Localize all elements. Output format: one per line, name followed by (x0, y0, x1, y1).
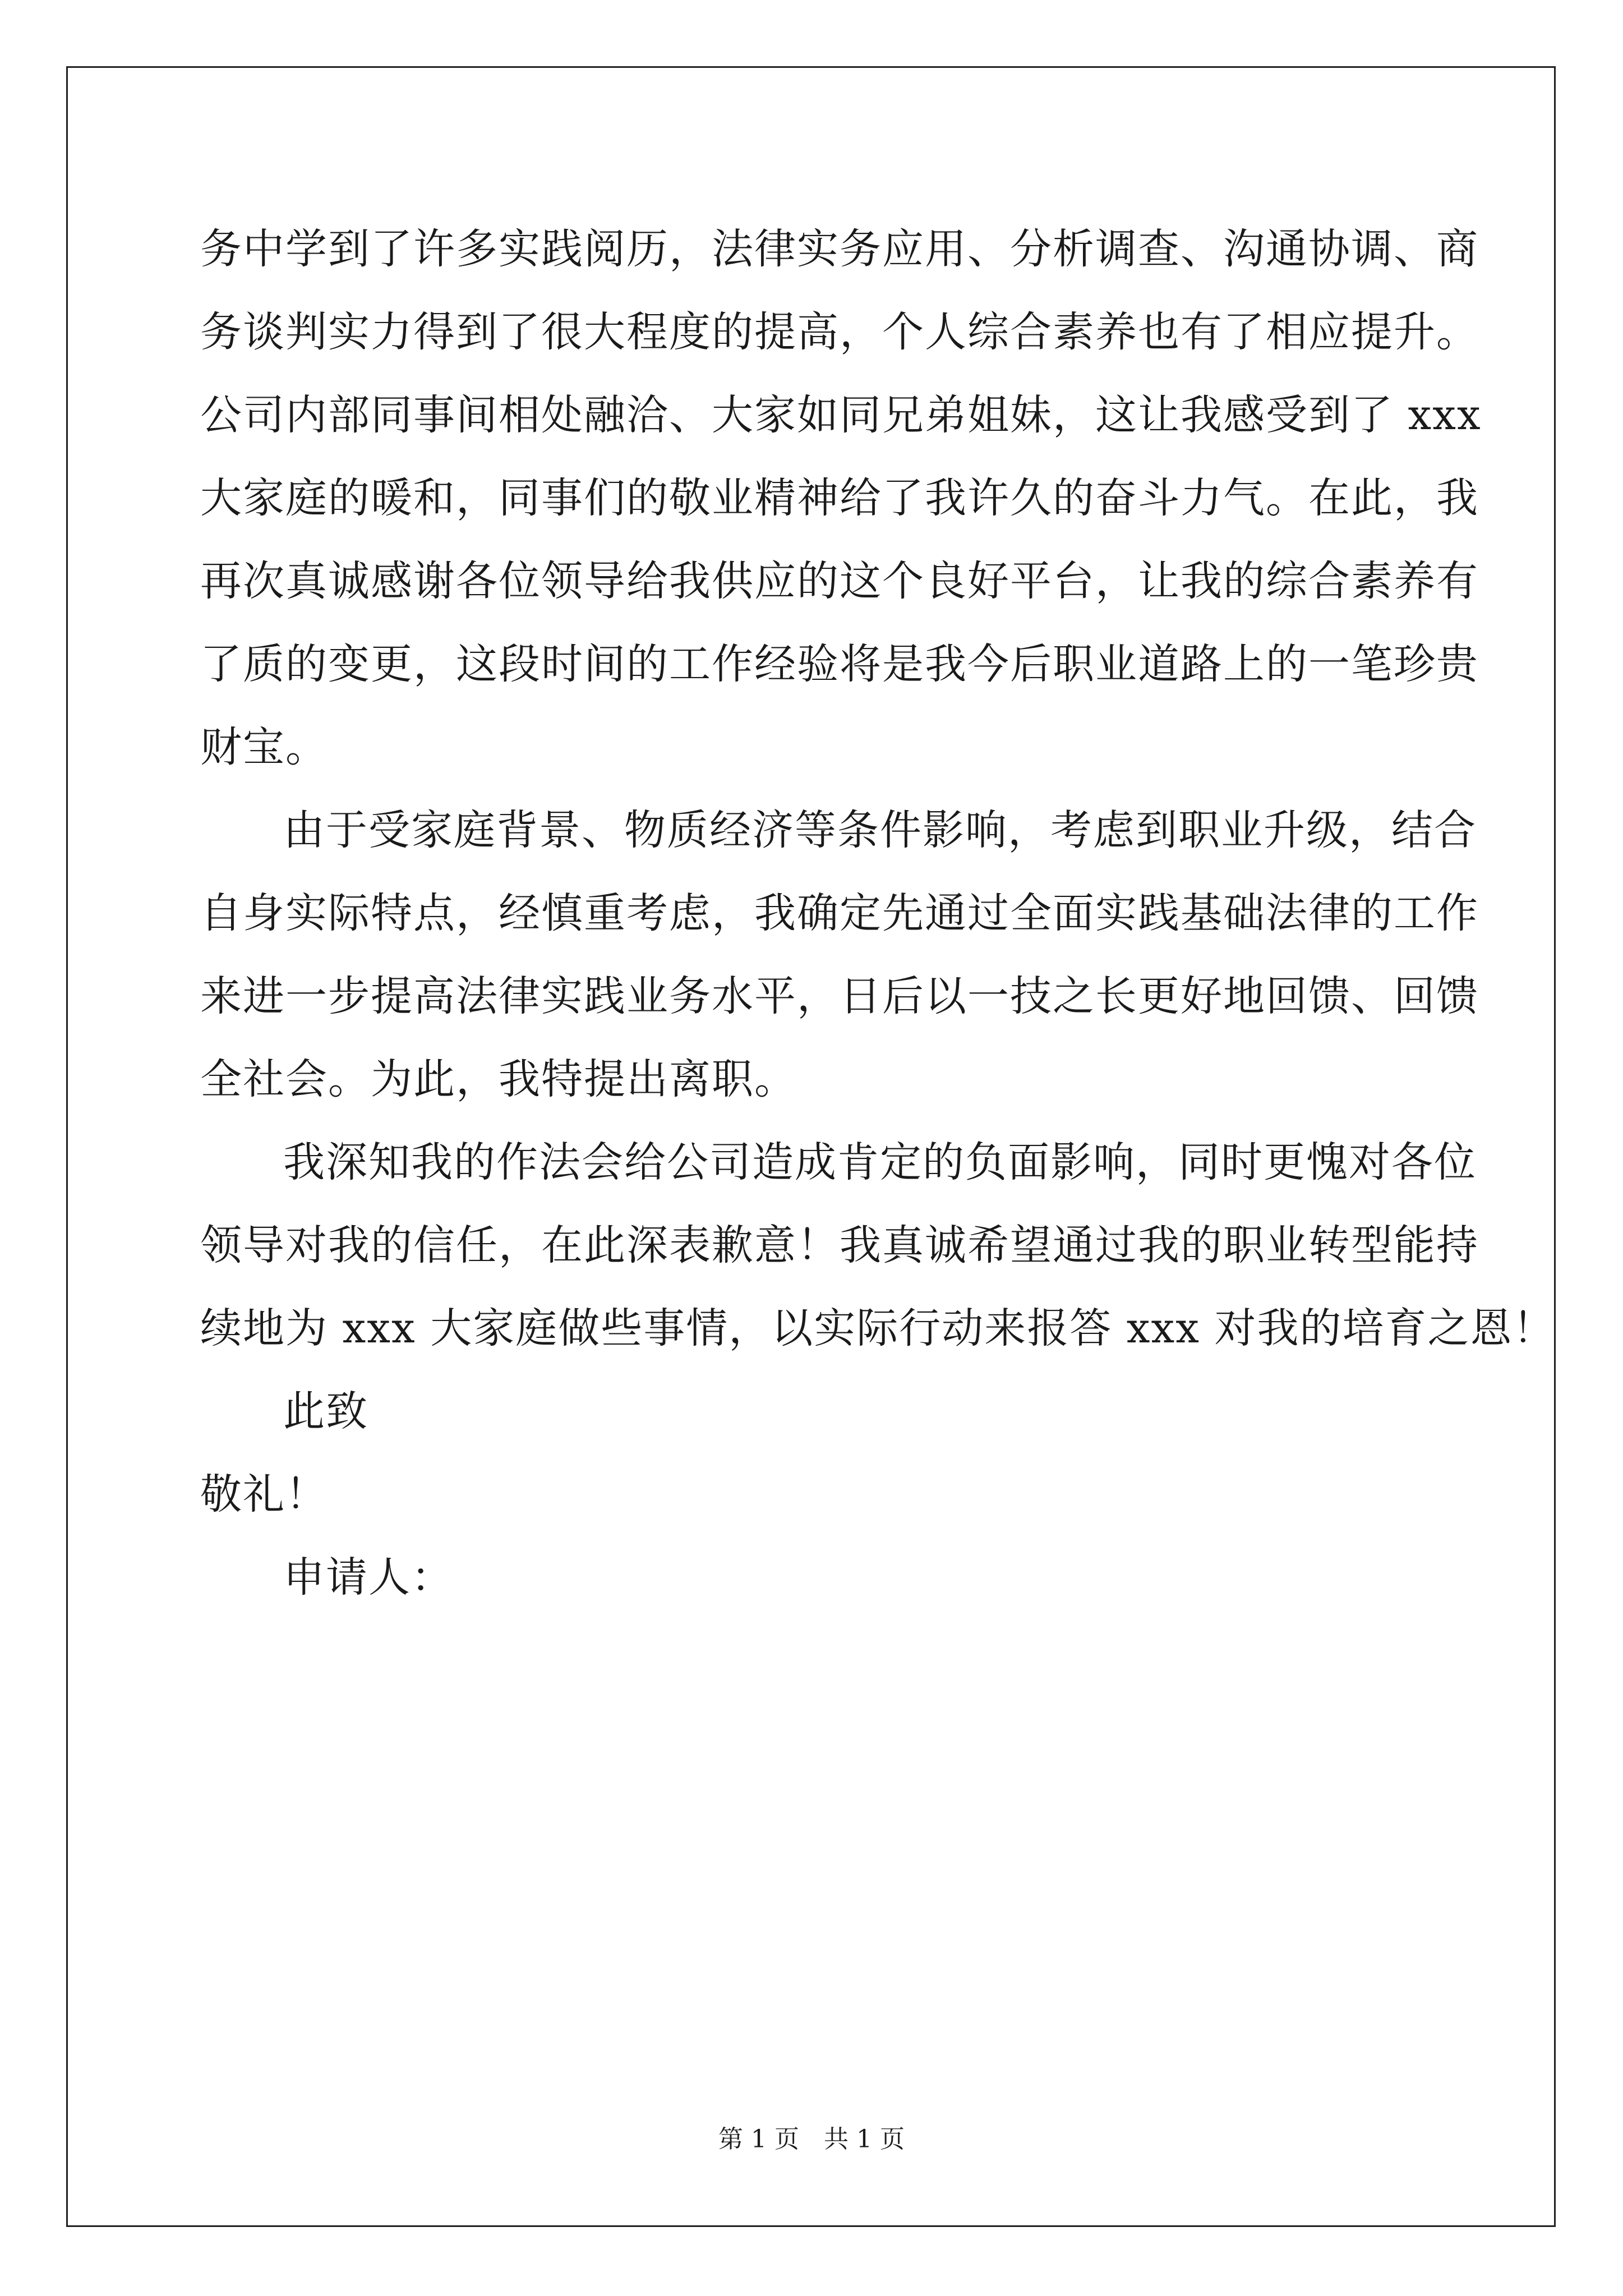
text-line: 自身实际特点，经慎重考虑，我确定先通过全面实践基础法律的工作 (200, 889, 1479, 937)
text-line: 全社会。为此，我特提出离职。 (200, 1055, 797, 1103)
text-line: 续地为 xxx 大家庭做些事情，以实际行动来报答 xxx 对我的培育之恩！ (200, 1304, 1556, 1352)
closing-regards: 敬礼！ (200, 1470, 328, 1519)
document-body (200, 208, 1556, 1619)
text-line: 务中学到了许多实践阅历，法律实务应用、分析调查、沟通协调、商 (200, 225, 1479, 273)
text-line: 大家庭的暖和，同事们的敬业精神给了我许久的奋斗力气。在此，我 (200, 474, 1479, 522)
text-line: 务谈判实力得到了很大程度的提高，个人综合素养也有了相应提升。 (200, 308, 1479, 356)
text-line: 再次真诚感谢各位领导给我供应的这个良好平台，让我的综合素养有 (200, 557, 1479, 605)
paragraph-start-line: 由于受家庭背景、物质经济等条件影响，考虑到职业升级，结合 (283, 806, 1477, 854)
applicant-label: 申请人： (283, 1553, 454, 1602)
text-line: 公司内部同事间相处融洽、大家如同兄弟姐妹，这让我感受到了 xxx (200, 391, 1482, 439)
closing-salutation: 此致 (283, 1387, 368, 1435)
page-number-footer: 第 1 页 共 1 页 (718, 2125, 905, 2154)
text-line: 来进一步提高法律实践业务水平，日后以一技之长更好地回馈、回馈 (200, 972, 1479, 1020)
text-line: 了质的变更，这段时间的工作经验将是我今后职业道路上的一笔珍贵 (200, 640, 1479, 688)
text-line: 领导对我的信任，在此深表歉意！我真诚希望通过我的职业转型能持 (200, 1221, 1479, 1269)
text-line: 财宝。 (200, 723, 328, 771)
paragraph-start-line: 我深知我的作法会给公司造成肯定的负面影响，同时更愧对各位 (283, 1138, 1477, 1186)
